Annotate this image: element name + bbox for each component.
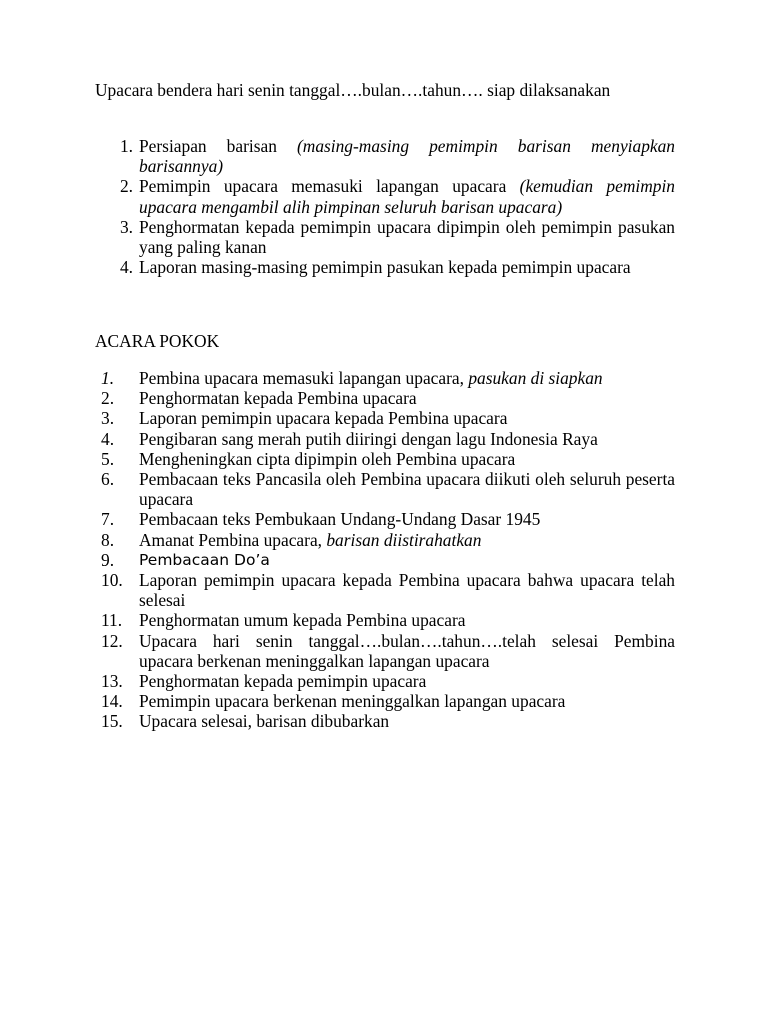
item-italic-text: (kemudian pemimpin upacara mengambil alih pimpinan seluruh barisan upacara)	[139, 176, 675, 217]
item-text: Persiapan barisan	[139, 136, 297, 156]
item-text: Pemimpin upacara memasuki lapangan upacara	[139, 176, 520, 197]
list-number: 9.	[101, 549, 115, 570]
item-italic-text: barisan diistirahatkan	[326, 529, 482, 550]
list-item	[95, 711, 675, 731]
list-item	[95, 469, 675, 509]
list-item	[95, 550, 675, 570]
list-item	[95, 368, 675, 388]
list-number: 13.	[101, 671, 123, 692]
item-italic-text: (masing-masing pemimpin barisan menyiapkan barisannya)	[139, 136, 675, 177]
acara-pokok-list	[95, 368, 675, 732]
list-number: 1.	[101, 368, 115, 388]
list-number: 3.	[119, 216, 133, 237]
list-number: 2.	[101, 388, 115, 409]
list-item	[95, 570, 675, 610]
list-item	[95, 671, 675, 691]
list-number: 10.	[101, 570, 123, 591]
item-text: Penghormatan kepada pemimpin upacara dipimpin oleh pemimpin pasukan yang paling kanan	[139, 216, 675, 258]
item-text: Amanat Pembina upacara,	[139, 529, 327, 550]
list-number: 6.	[101, 469, 115, 490]
list-number: 3.	[101, 408, 115, 429]
list-item	[95, 388, 675, 408]
persiapan-list	[95, 136, 675, 277]
intro-text: Upacara bendera hari senin tanggal….bulan….tahun…. siap dilaksanakan	[95, 80, 611, 100]
list-item	[95, 429, 675, 449]
list-item	[95, 136, 675, 176]
list-number: 12.	[101, 630, 123, 651]
item-text: Pemimpin upacara berkenan meninggalkan lapangan upacara	[139, 691, 566, 712]
list-item	[95, 610, 675, 630]
list-number: 8.	[101, 529, 115, 550]
list-item	[95, 408, 675, 428]
list-number: 11.	[101, 610, 123, 631]
item-text: Pembacaan teks Pancasila oleh Pembina upacara diikuti oleh seluruh peserta upacara	[139, 469, 675, 510]
item-text: Upacara hari senin tanggal….bulan….tahun….telah selesai Pembina upacara berkenan meninggalkan lapangan upacara	[139, 630, 675, 671]
list-number: 15.	[101, 711, 123, 732]
item-text: Laporan pemimpin upacara kepada Pembina upacara bahwa upacara telah selesai	[139, 570, 675, 611]
list-number: 2.	[119, 176, 133, 197]
item-text: Mengheningkan cipta dipimpin oleh Pembina upacara	[139, 448, 516, 469]
list-item	[95, 217, 675, 257]
list-item	[95, 449, 675, 469]
list-number: 4.	[101, 428, 115, 449]
item-text: Pembacaan Do’a	[139, 550, 270, 569]
section-heading: ACARA POKOK	[95, 331, 220, 351]
list-number: 1.	[119, 136, 133, 156]
item-text: Pengibaran sang merah putih diiringi dengan lagu Indonesia Raya	[139, 428, 598, 449]
list-number: 5.	[101, 448, 115, 469]
list-item	[95, 257, 675, 277]
list-item	[95, 530, 675, 550]
list-number: 14.	[101, 691, 123, 712]
item-text: Pembacaan teks Pembukaan Undang-Undang Dasar 1945	[139, 509, 541, 530]
item-italic-text: pasukan di siapkan	[468, 368, 603, 388]
list-item	[95, 509, 675, 529]
item-text: Upacara selesai, barisan dibubarkan	[139, 711, 390, 732]
list-number: 7.	[101, 509, 115, 530]
item-text: Penghormatan kepada pemimpin upacara	[139, 671, 427, 692]
list-item	[95, 631, 675, 671]
item-text: Penghormatan umum kepada Pembina upacara	[139, 610, 466, 631]
list-number: 4.	[119, 257, 133, 278]
item-text: Penghormatan kepada Pembina upacara	[139, 388, 417, 409]
item-text: Pembina upacara memasuki lapangan upacara,	[139, 368, 469, 388]
list-item	[95, 176, 675, 216]
item-text: Laporan masing-masing pemimpin pasukan kepada pemimpin upacara	[139, 257, 631, 278]
intro-paragraph	[95, 80, 675, 100]
list-item	[95, 691, 675, 711]
item-text: Laporan pemimpin upacara kepada Pembina upacara	[139, 408, 508, 429]
